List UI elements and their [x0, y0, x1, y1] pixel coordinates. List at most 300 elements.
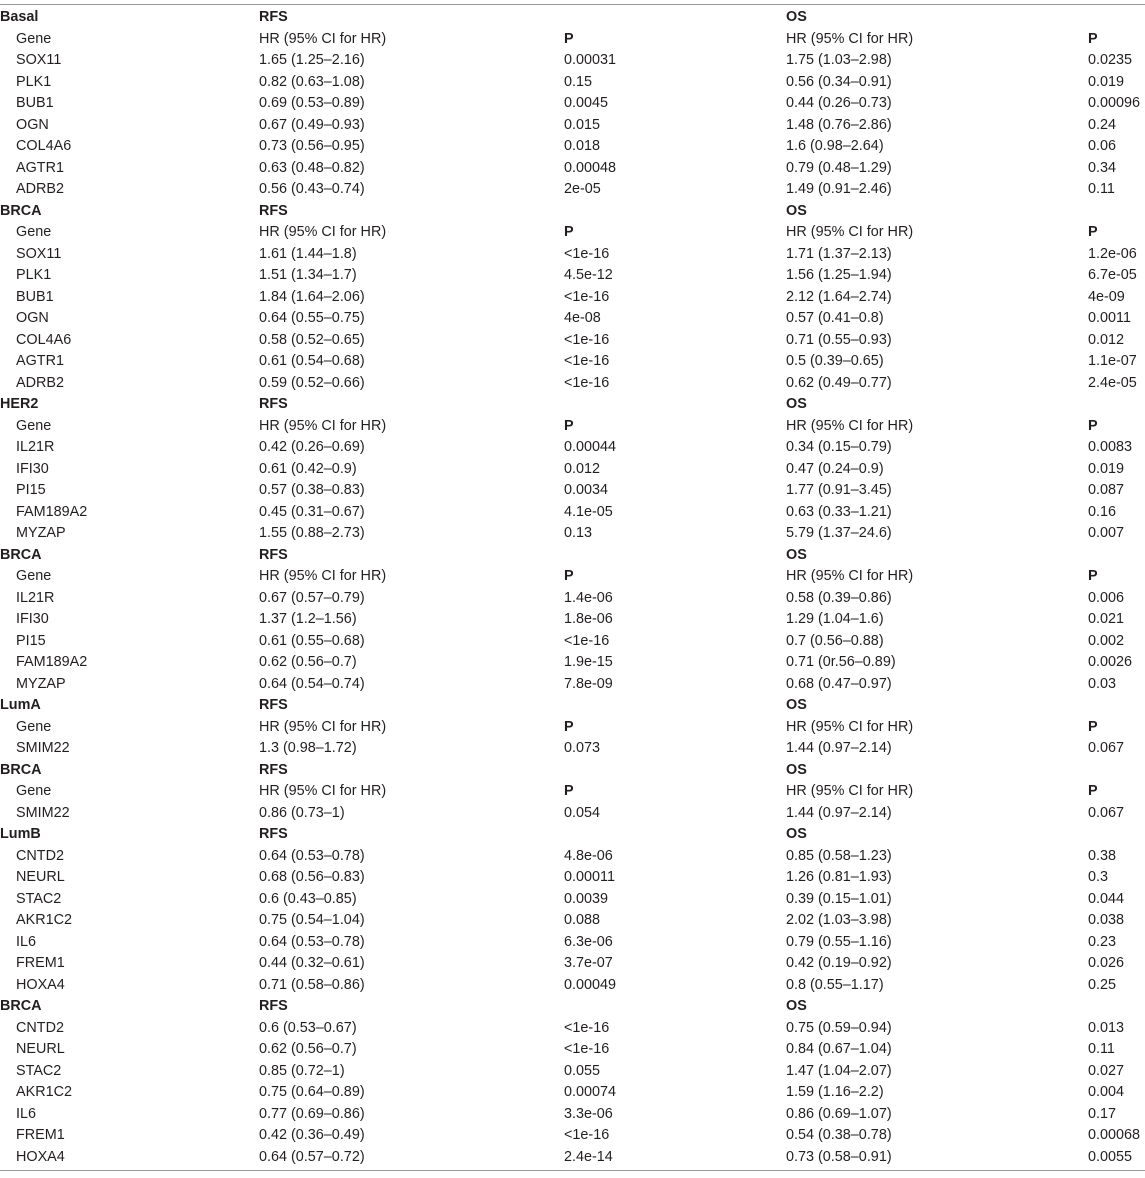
rfs-p-cell: 0.055 [564, 1062, 601, 1079]
table-row [0, 480, 1145, 502]
os-hr-cell: 2.02 (1.03–3.98) [786, 912, 892, 928]
table-row [0, 738, 1145, 760]
os-heading: OS [786, 826, 807, 842]
os-hr-cell: 0.34 (0.15–0.79) [786, 439, 892, 455]
os-hr-cell: 2.12 (1.64–2.74) [786, 288, 892, 305]
os-hr-cell: 5.79 (1.37–24.6) [786, 525, 892, 541]
os-p-cell: 0.067 [1088, 804, 1125, 821]
gene-cell: SOX11 [16, 52, 62, 68]
empty-cell [564, 695, 786, 717]
table-row [0, 631, 1145, 653]
rfs-heading: RFS [259, 396, 288, 412]
section-header-row [0, 824, 1145, 846]
os-p-column-header: P [1088, 30, 1098, 47]
empty-cell [564, 824, 786, 846]
rfs-p-cell: 0.088 [564, 912, 601, 928]
os-heading: OS [786, 697, 807, 713]
os-p-cell: 0.11 [1088, 181, 1115, 197]
rfs-p-column-header: P [564, 417, 574, 434]
os-p-cell: 0.002 [1088, 632, 1125, 649]
rfs-p-cell: <1e-16 [564, 245, 610, 262]
os-hr-cell: 1.56 (1.25–1.94) [786, 267, 892, 283]
gene-cell: AKR1C2 [16, 912, 72, 928]
os-hr-cell: 1.59 (1.16–2.2) [786, 1084, 884, 1100]
gene-cell: STAC2 [16, 890, 62, 907]
os-p-cell: 2.4e-05 [1088, 374, 1137, 391]
rfs-p-cell: 4.5e-12 [564, 267, 613, 283]
os-hr-cell: 0.71 (0.55–0.93) [786, 331, 892, 348]
os-p-cell: 0.0055 [1088, 1148, 1133, 1165]
os-p-cell: 0.16 [1088, 503, 1117, 520]
gene-cell: PI15 [16, 632, 46, 649]
rfs-hr-cell: 0.61 (0.54–0.68) [259, 353, 365, 369]
os-p-cell: 4e-09 [1088, 288, 1125, 305]
os-heading: OS [786, 396, 807, 412]
table-row [0, 1082, 1145, 1104]
rfs-hr-cell: 1.3 (0.98–1.72) [259, 740, 357, 756]
table-row [0, 975, 1145, 997]
os-hr-cell: 1.77 (0.91–3.45) [786, 482, 892, 498]
section-header-row [0, 996, 1145, 1018]
os-hr-cell: 0.79 (0.48–1.29) [786, 159, 892, 176]
gene-cell: AGTR1 [16, 353, 64, 369]
rfs-heading: RFS [259, 202, 288, 219]
rfs-p-cell: 0.012 [564, 460, 601, 477]
os-hr-cell: 0.8 (0.55–1.17) [786, 976, 884, 993]
hazard-ratio-table [0, 7, 1145, 1168]
rfs-p-cell: 0.0034 [564, 482, 609, 498]
rfs-p-cell: <1e-16 [564, 1041, 610, 1057]
os-p-cell: 0.013 [1088, 1019, 1125, 1036]
os-p-cell: 0.027 [1088, 1062, 1125, 1079]
rfs-p-cell: 4.1e-05 [564, 503, 613, 520]
os-hr-cell: 0.79 (0.55–1.16) [786, 933, 892, 950]
empty-cell [564, 996, 786, 1018]
rfs-p-cell: 4.8e-06 [564, 847, 613, 864]
gene-cell: STAC2 [16, 1062, 62, 1079]
gene-cell: IL21R [16, 589, 55, 606]
os-p-cell: 0.38 [1088, 847, 1117, 864]
rfs-hr-cell: 0.64 (0.55–0.75) [259, 310, 365, 326]
rfs-hr-cell: 0.57 (0.38–0.83) [259, 482, 365, 498]
gene-cell: ADRB2 [16, 374, 64, 391]
empty-cell [1088, 824, 1145, 846]
gene-cell: NEURL [16, 869, 65, 885]
os-p-cell: 0.038 [1088, 912, 1125, 928]
table-row [0, 265, 1145, 287]
rfs-p-cell: 1.4e-06 [564, 589, 613, 606]
empty-cell [1088, 545, 1145, 567]
empty-cell [1088, 996, 1145, 1018]
os-hr-column-header: HR (95% CI for HR) [786, 718, 914, 735]
rfs-hr-cell: 0.42 (0.26–0.69) [259, 439, 365, 455]
table-row [0, 889, 1145, 911]
rfs-hr-cell: 0.69 (0.53–0.89) [259, 95, 365, 111]
rfs-hr-cell: 0.6 (0.43–0.85) [259, 890, 357, 907]
table-row [0, 351, 1145, 373]
rfs-p-cell: 2.4e-14 [564, 1148, 613, 1165]
rfs-p-column-header: P [564, 30, 574, 47]
gene-cell: PI15 [16, 482, 46, 498]
rfs-hr-cell: 0.67 (0.49–0.93) [259, 116, 365, 133]
os-p-cell: 6.7e-05 [1088, 267, 1137, 283]
top-rule [0, 4, 1145, 5]
table-row [0, 1147, 1145, 1169]
table-row [0, 803, 1145, 825]
gene-cell: FREM1 [16, 955, 65, 971]
rfs-hr-column-header: HR (95% CI for HR) [259, 718, 387, 735]
os-hr-column-header: HR (95% CI for HR) [786, 783, 914, 799]
rfs-hr-cell: 0.75 (0.54–1.04) [259, 912, 365, 928]
os-hr-column-header: HR (95% CI for HR) [786, 417, 914, 434]
os-hr-cell: 0.42 (0.19–0.92) [786, 955, 892, 971]
rfs-p-cell: 1.8e-06 [564, 611, 613, 627]
gene-cell: IL6 [16, 933, 37, 950]
rfs-hr-cell: 0.58 (0.52–0.65) [259, 331, 365, 348]
column-header-row [0, 717, 1145, 739]
gene-cell: MYZAP [16, 525, 66, 541]
table-row [0, 244, 1145, 266]
gene-cell: PLK1 [16, 73, 52, 90]
rfs-hr-cell: 0.64 (0.53–0.78) [259, 847, 365, 864]
rfs-hr-cell: 0.56 (0.43–0.74) [259, 181, 365, 197]
gene-cell: HOXA4 [16, 976, 65, 993]
rfs-p-cell: 4e-08 [564, 310, 601, 326]
os-hr-cell: 0.71 (0r.56–0.89) [786, 654, 896, 670]
rfs-p-cell: 3.3e-06 [564, 1105, 613, 1122]
empty-cell [564, 760, 786, 782]
os-p-column-header: P [1088, 783, 1098, 799]
gene-cell: IL21R [16, 439, 55, 455]
gene-cell: CNTD2 [16, 1019, 64, 1036]
os-p-cell: 0.06 [1088, 138, 1117, 154]
os-p-cell: 0.23 [1088, 933, 1117, 950]
section-name: BRCA [0, 998, 42, 1014]
table-row [0, 867, 1145, 889]
rfs-hr-cell: 1.65 (1.25–2.16) [259, 52, 365, 68]
os-hr-column-header: HR (95% CI for HR) [786, 568, 914, 584]
os-p-column-header: P [1088, 718, 1098, 735]
os-p-cell: 0.004 [1088, 1084, 1125, 1100]
section-name: LumB [0, 826, 41, 842]
rfs-p-cell: <1e-16 [564, 288, 610, 305]
rfs-p-cell: 6.3e-06 [564, 933, 613, 950]
table-row [0, 932, 1145, 954]
os-heading: OS [786, 9, 807, 25]
table-row [0, 115, 1145, 137]
section-header-row [0, 545, 1145, 567]
os-hr-cell: 1.48 (0.76–2.86) [786, 116, 892, 133]
os-hr-cell: 0.54 (0.38–0.78) [786, 1127, 892, 1143]
table-row [0, 373, 1145, 395]
os-hr-cell: 1.29 (1.04–1.6) [786, 611, 884, 627]
rfs-hr-cell: 1.51 (1.34–1.7) [259, 267, 357, 283]
os-hr-cell: 1.26 (0.81–1.93) [786, 869, 892, 885]
rfs-hr-cell: 0.61 (0.55–0.68) [259, 632, 365, 649]
os-p-cell: 0.026 [1088, 955, 1125, 971]
rfs-hr-cell: 0.64 (0.53–0.78) [259, 933, 365, 950]
rfs-heading: RFS [259, 9, 288, 25]
rfs-hr-cell: 0.85 (0.72–1) [259, 1062, 345, 1079]
empty-cell [1088, 695, 1145, 717]
os-hr-cell: 1.44 (0.97–2.14) [786, 804, 892, 821]
os-hr-cell: 0.47 (0.24–0.9) [786, 460, 884, 477]
gene-cell: FAM189A2 [16, 654, 88, 670]
os-p-cell: 0.0083 [1088, 439, 1133, 455]
rfs-hr-column-header: HR (95% CI for HR) [259, 30, 387, 47]
os-p-cell: 0.006 [1088, 589, 1125, 606]
os-p-cell: 0.0011 [1088, 310, 1131, 326]
section-name: BRCA [0, 546, 42, 563]
rfs-p-cell: 7.8e-09 [564, 675, 613, 692]
column-header-row [0, 781, 1145, 803]
os-hr-cell: 0.7 (0.56–0.88) [786, 632, 884, 649]
os-p-cell: 0.24 [1088, 116, 1117, 133]
os-p-cell: 0.0235 [1088, 52, 1133, 68]
table-row [0, 910, 1145, 932]
rfs-p-cell: <1e-16 [564, 374, 610, 391]
rfs-p-cell: <1e-16 [564, 1019, 610, 1036]
table-row [0, 609, 1145, 631]
gene-cell: IL6 [16, 1105, 37, 1122]
rfs-p-cell: <1e-16 [564, 1127, 610, 1143]
os-p-cell: 0.019 [1088, 73, 1125, 90]
gene-cell: COL4A6 [16, 138, 72, 154]
section-name: BRCA [0, 761, 42, 778]
rfs-hr-cell: 0.45 (0.31–0.67) [259, 503, 365, 520]
rfs-p-column-header: P [564, 783, 574, 799]
empty-cell [564, 545, 786, 567]
rfs-p-cell: 0.015 [564, 116, 601, 133]
gene-cell: AKR1C2 [16, 1084, 72, 1100]
gene-column-header: Gene [16, 783, 52, 799]
gene-cell: AGTR1 [16, 159, 64, 176]
rfs-p-column-header: P [564, 224, 574, 240]
rfs-hr-column-header: HR (95% CI for HR) [259, 224, 387, 240]
table-row [0, 502, 1145, 524]
table-row [0, 1039, 1145, 1061]
os-p-cell: 0.00068 [1088, 1127, 1141, 1143]
os-hr-cell: 0.39 (0.15–1.01) [786, 890, 892, 907]
os-p-cell: 0.007 [1088, 525, 1125, 541]
gene-cell: ADRB2 [16, 181, 64, 197]
os-p-cell: 0.25 [1088, 976, 1117, 993]
gene-cell: OGN [16, 310, 49, 326]
table-row [0, 72, 1145, 94]
os-p-column-header: P [1088, 224, 1098, 240]
rfs-hr-cell: 0.6 (0.53–0.67) [259, 1019, 357, 1036]
rfs-p-cell: <1e-16 [564, 331, 610, 348]
column-header-row [0, 29, 1145, 51]
gene-cell: FREM1 [16, 1127, 65, 1143]
rfs-p-column-header: P [564, 718, 574, 735]
rfs-p-cell: 0.00074 [564, 1084, 617, 1100]
gene-column-header: Gene [16, 718, 52, 735]
rfs-hr-cell: 0.64 (0.57–0.72) [259, 1148, 365, 1165]
empty-cell [1088, 760, 1145, 782]
rfs-hr-cell: 0.82 (0.63–1.08) [259, 73, 365, 90]
rfs-p-cell: 0.054 [564, 804, 601, 821]
rfs-hr-column-header: HR (95% CI for HR) [259, 417, 387, 434]
rfs-p-cell: 0.00048 [564, 159, 617, 176]
os-p-cell: 0.03 [1088, 675, 1117, 692]
section-header-row [0, 201, 1145, 223]
rfs-hr-cell: 0.86 (0.73–1) [259, 804, 345, 821]
os-p-cell: 0.012 [1088, 331, 1125, 348]
os-p-column-header: P [1088, 417, 1098, 434]
rfs-hr-column-header: HR (95% CI for HR) [259, 568, 387, 584]
os-hr-cell: 0.68 (0.47–0.97) [786, 675, 892, 692]
column-header-row [0, 566, 1145, 588]
table-row [0, 50, 1145, 72]
gene-cell: IFI30 [16, 611, 49, 627]
rfs-heading: RFS [259, 761, 288, 778]
rfs-p-cell: 0.13 [564, 525, 593, 541]
rfs-hr-cell: 0.62 (0.56–0.7) [259, 654, 357, 670]
rfs-hr-cell: 0.67 (0.57–0.79) [259, 589, 365, 606]
os-hr-cell: 0.86 (0.69–1.07) [786, 1105, 892, 1122]
table-row [0, 1104, 1145, 1126]
table-row [0, 459, 1145, 481]
gene-cell: SMIM22 [16, 740, 70, 756]
table-row [0, 179, 1145, 201]
os-p-cell: 0.067 [1088, 740, 1125, 756]
rfs-hr-cell: 0.44 (0.32–0.61) [259, 955, 365, 971]
section-name: LumA [0, 697, 41, 713]
table-row [0, 437, 1145, 459]
table-row [0, 158, 1145, 180]
os-p-cell: 0.17 [1088, 1105, 1117, 1122]
rfs-p-cell: <1e-16 [564, 632, 610, 649]
gene-cell: CNTD2 [16, 847, 64, 864]
empty-cell [564, 7, 786, 29]
os-p-cell: 0.34 [1088, 159, 1117, 176]
rfs-hr-cell: 0.71 (0.58–0.86) [259, 976, 365, 993]
os-p-column-header: P [1088, 568, 1098, 584]
rfs-heading: RFS [259, 697, 288, 713]
table-row [0, 308, 1145, 330]
empty-cell [564, 394, 786, 416]
rfs-p-cell: 0.073 [564, 740, 601, 756]
os-hr-cell: 0.5 (0.39–0.65) [786, 353, 884, 369]
rfs-p-cell: 0.00031 [564, 52, 617, 68]
gene-column-header: Gene [16, 568, 52, 584]
gene-cell: FAM189A2 [16, 503, 88, 520]
empty-cell [1088, 7, 1145, 29]
table-row [0, 674, 1145, 696]
os-hr-column-header: HR (95% CI for HR) [786, 224, 914, 240]
table-row [0, 1125, 1145, 1147]
os-hr-cell: 0.56 (0.34–0.91) [786, 73, 892, 90]
os-hr-cell: 1.47 (1.04–2.07) [786, 1062, 892, 1079]
rfs-hr-cell: 0.73 (0.56–0.95) [259, 138, 365, 154]
gene-cell: BUB1 [16, 288, 54, 305]
gene-cell: BUB1 [16, 95, 54, 111]
table-row [0, 287, 1145, 309]
os-hr-cell: 1.6 (0.98–2.64) [786, 138, 884, 154]
rfs-p-cell: <1e-16 [564, 353, 610, 369]
rfs-heading: RFS [259, 546, 288, 563]
gene-column-header: Gene [16, 224, 52, 240]
os-hr-cell: 0.73 (0.58–0.91) [786, 1148, 892, 1165]
rfs-p-cell: 2e-05 [564, 181, 601, 197]
section-header-row [0, 394, 1145, 416]
os-p-cell: 1.1e-07 [1088, 353, 1137, 369]
rfs-p-cell: 0.15 [564, 73, 593, 90]
rfs-p-column-header: P [564, 568, 574, 584]
os-hr-cell: 0.85 (0.58–1.23) [786, 847, 892, 864]
table-row [0, 1018, 1145, 1040]
column-header-row [0, 222, 1145, 244]
section-header-row [0, 7, 1145, 29]
os-p-cell: 0.11 [1088, 1041, 1115, 1057]
gene-cell: OGN [16, 116, 49, 133]
os-hr-cell: 0.84 (0.67–1.04) [786, 1041, 892, 1057]
gene-cell: NEURL [16, 1041, 65, 1057]
empty-cell [1088, 201, 1145, 223]
os-hr-cell: 1.75 (1.03–2.98) [786, 52, 892, 68]
gene-column-header: Gene [16, 30, 52, 47]
rfs-heading: RFS [259, 998, 288, 1014]
rfs-p-cell: 0.0039 [564, 890, 609, 907]
empty-cell [1088, 394, 1145, 416]
os-p-cell: 1.2e-06 [1088, 245, 1137, 262]
table-row [0, 1061, 1145, 1083]
rfs-hr-cell: 0.63 (0.48–0.82) [259, 159, 365, 176]
rfs-heading: RFS [259, 826, 288, 842]
rfs-p-cell: 1.9e-15 [564, 654, 613, 670]
table-row [0, 136, 1145, 158]
rfs-hr-column-header: HR (95% CI for HR) [259, 783, 387, 799]
gene-cell: SOX11 [16, 245, 62, 262]
os-heading: OS [786, 998, 807, 1014]
os-p-cell: 0.00096 [1088, 95, 1141, 111]
table-row [0, 523, 1145, 545]
table-row [0, 846, 1145, 868]
rfs-hr-cell: 1.84 (1.64–2.06) [259, 288, 365, 305]
rfs-hr-cell: 0.75 (0.64–0.89) [259, 1084, 365, 1100]
rfs-hr-cell: 1.37 (1.2–1.56) [259, 611, 357, 627]
rfs-hr-cell: 0.77 (0.69–0.86) [259, 1105, 365, 1122]
rfs-hr-cell: 1.55 (0.88–2.73) [259, 525, 365, 541]
rfs-hr-cell: 0.61 (0.42–0.9) [259, 460, 357, 477]
gene-cell: COL4A6 [16, 331, 72, 348]
column-header-row [0, 416, 1145, 438]
rfs-p-cell: 0.018 [564, 138, 601, 154]
rfs-hr-cell: 0.59 (0.52–0.66) [259, 374, 365, 391]
os-heading: OS [786, 546, 807, 563]
os-p-cell: 0.021 [1088, 611, 1125, 627]
section-name: HER2 [0, 396, 39, 412]
bottom-rule [0, 1170, 1145, 1171]
gene-cell: PLK1 [16, 267, 52, 283]
os-hr-cell: 1.71 (1.37–2.13) [786, 245, 892, 262]
table-body [0, 7, 1145, 1168]
table-row [0, 93, 1145, 115]
rfs-p-cell: 0.00044 [564, 439, 617, 455]
os-hr-column-header: HR (95% CI for HR) [786, 30, 914, 47]
gene-column-header: Gene [16, 417, 52, 434]
empty-cell [564, 201, 786, 223]
table-row [0, 588, 1145, 610]
rfs-hr-cell: 0.68 (0.56–0.83) [259, 869, 365, 885]
rfs-hr-cell: 0.64 (0.54–0.74) [259, 675, 365, 692]
os-p-cell: 0.019 [1088, 460, 1125, 477]
os-hr-cell: 1.49 (0.91–2.46) [786, 181, 892, 197]
rfs-hr-cell: 0.62 (0.56–0.7) [259, 1041, 357, 1057]
gene-cell: SMIM22 [16, 804, 70, 821]
section-name: Basal [0, 9, 39, 25]
